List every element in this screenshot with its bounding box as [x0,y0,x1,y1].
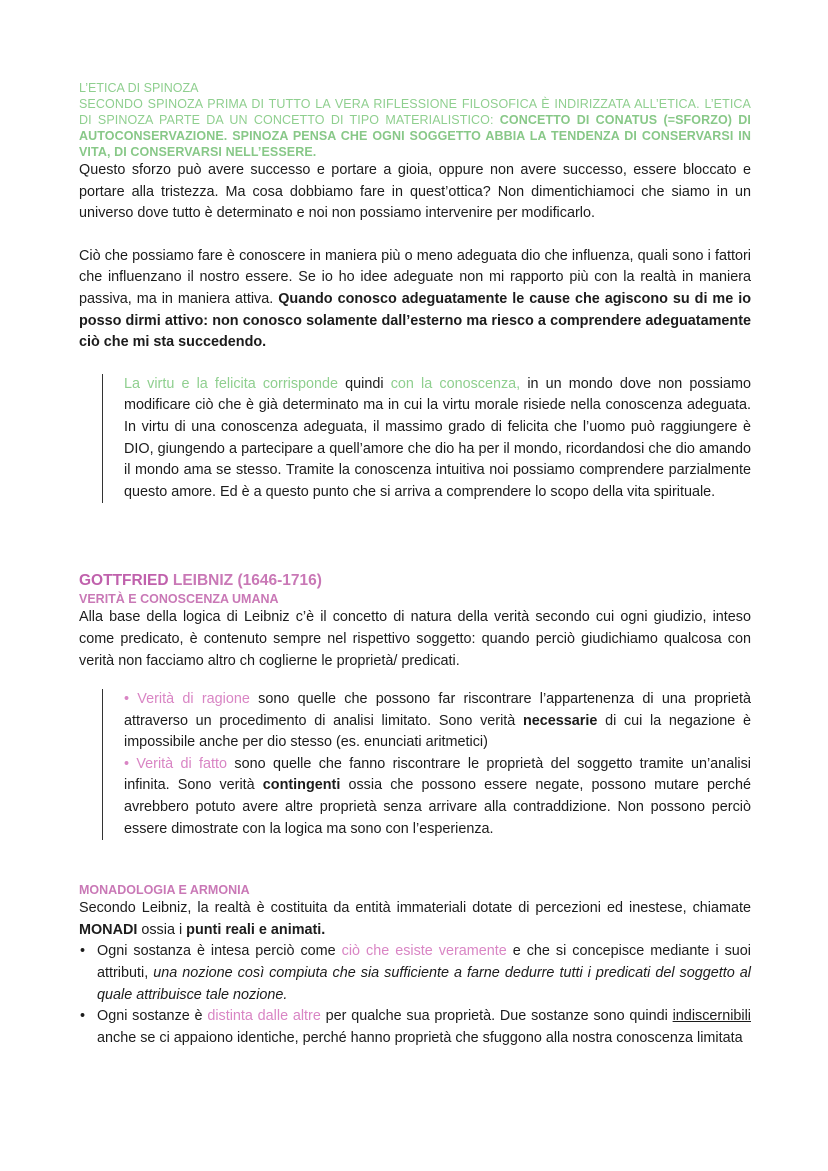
truth-of-reason [124,689,751,754]
b2-text-c: anche se ci appaiono identiche, perché hanno proprietà che sfuggono alla nostra conoscenza limitata [97,1029,743,1046]
b2-highlight: distinta dalle altre [207,1008,321,1025]
spinoza-intro [79,96,751,160]
quote-highlight-conoscenza: con la conoscenza, [390,375,521,392]
leibniz-paragraph-1: Alla base della logica di Leibniz c’è il concetto di natura della verità secondo cui ogni giudizio, inteso come predicato, è contenuto sempre nel rispettivo soggetto: quando perciò giudichiamo qualcosa con verità non facciamo altro ch coglierne le proprietà/ predicati. [79,609,751,669]
truth-of-reason-bold: necessarie [522,712,598,729]
monad-bold-punti: punti reali e animati. [186,921,326,938]
spinoza-quote-block [102,374,751,504]
truth-of-reason-text-b: di cui la negazione è impossibile anche per dio stesso (es. enunciati aritmetici) [124,712,751,751]
leibniz-title-first: GOTTFRIED [79,572,169,590]
list-item [79,941,751,1006]
monadologia-paragraph [79,898,751,941]
b2-underline: indiscernibili [672,1008,751,1025]
truth-of-fact-text-b: ossia che possono essere negate, possono mutare perché avrebbero potuto avere altre proprietà senza arrivare alla contraddizione. Non possono perciò essere dimostrate con la logica ma sono con l’esperienza. [124,777,752,837]
truth-of-fact-label: • Verità di fatto [124,755,228,772]
b2-text-a: Ogni sostanze è [97,1008,208,1025]
monad-bullet-list [79,941,751,1049]
quote-text: in un mondo dove non possiamo modificare ciò che è già determinato ma in cui la virtu morale risiede nella conoscenza adeguata. In virtu di una conoscenza adeguata, il massimo grado di felicita che l’uomo può raggiungere è DIO, giungendo a partecipare a quell’amore che dio ha per il mondo, ricordandosi che dio amando il mondo ama se stesso. Tramite la conoscenza intuitiva noi possiamo comprendere parzialmente questo amore. Ed è a questo punto che si arriva a comprendere lo scopo della vita spirituale. [124,375,751,500]
list-item [79,1006,751,1049]
truth-of-fact [124,754,751,840]
spinoza-paragraph-2-bold: Quando conosco adeguatamente le cause che agiscono su di me io posso dirmi attivo: non conosco solamente dall’esterno ma riesco a comprendere adeguatamente ciò che mi sta succedendo. [79,290,751,351]
monadologia-title: MONADOLOGIA E ARMONIA [79,883,250,898]
spinoza-paragraph-2-text: Ciò che possiamo fare è conoscere in maniera più o meno adeguata dio che influenza, quali sono i fattori che influenzano il nostro essere. Se io ho idee adeguate non mi rapporto più con la realtà in maniera passiva, ma in maniera attiva. [79,247,751,307]
monad-text-b: ossia i [137,921,187,938]
b1-italic: una nozione così compiuta che sia sufficiente a farne dedurre tutti i predicati del soggetto al quale attribuisce tale nozione. [97,965,751,1003]
spinoza-intro-bold: CONCETTO DI CONATUS (=SFORZO) DI AUTOCONSERVAZIONE. SPINOZA PENSA CHE OGNI SOGGETTO ABBIA LA TENDENZA DI CONSERVARSI IN VITA, DI CONSERVARSI NELL’ESSERE. [79,113,751,159]
b1-text-b: e che si concepisce mediante i suoi attributi, [97,943,751,982]
truth-of-fact-bold: contingenti [262,777,341,794]
document-page [79,80,751,1049]
spinoza-intro-text: SECONDO SPINOZA PRIMA DI TUTTO LA VERA RIFLESSIONE FILOSOFICA È INDIRIZZATA ALL’ETICA. L’ETICA DI SPINOZA PARTE DA UN CONCETTO DI TIPO MATERIALISTICO: [79,97,751,127]
monad-text-a: Secondo Leibniz, la realtà è costituita da entità immateriali dotate di percezioni ed inestese, chiamate [79,900,751,917]
leibniz-quote-block [102,689,751,840]
truth-of-reason-text-a: sono quelle che possono far riscontrare l’appartenenza di una proprietà attraverso un procedimento di analisi limitato. Sono verità [124,691,751,729]
b1-text-a: Ogni sostanza è intesa perciò come [97,943,342,960]
monad-bold-monadi: MONADI [79,921,138,938]
quote-connector: quindi [338,375,391,392]
b2-text-b: per qualche sua proprietà. Due sostanze sono quindi [320,1008,673,1025]
quote-highlight-virtu: La virtu e la felicita corrisponde [124,375,339,392]
spinoza-paragraph-2 [79,246,751,354]
truth-of-reason-label: • Verità di ragione [124,691,250,708]
leibniz-subtitle: VERITÀ E CONOSCENZA UMANA [79,592,279,607]
leibniz-title-rest: LEIBNIZ (1646-1716) [168,572,322,590]
section-title-leibniz [79,571,751,591]
truth-of-fact-text-a: sono quelle che fanno riscontrare le proprietà del soggetto tramite un’analisi infinita. Sono verità [124,755,751,794]
spinoza-paragraph-1: Questo sforzo può avere successo e portare a gioia, oppure non avere successo, essere bloccato e portare alla tristezza. Ma cosa dobbiamo fare in quest’ottica? Non dimentichiamoci che siamo in un universo dove tutto è determinato e noi non possiamo intervenire per modificarlo. [79,162,751,222]
b1-highlight: ciò che esiste veramente [341,943,507,960]
section-title-spinoza: L’ETICA DI SPINOZA [79,81,199,95]
